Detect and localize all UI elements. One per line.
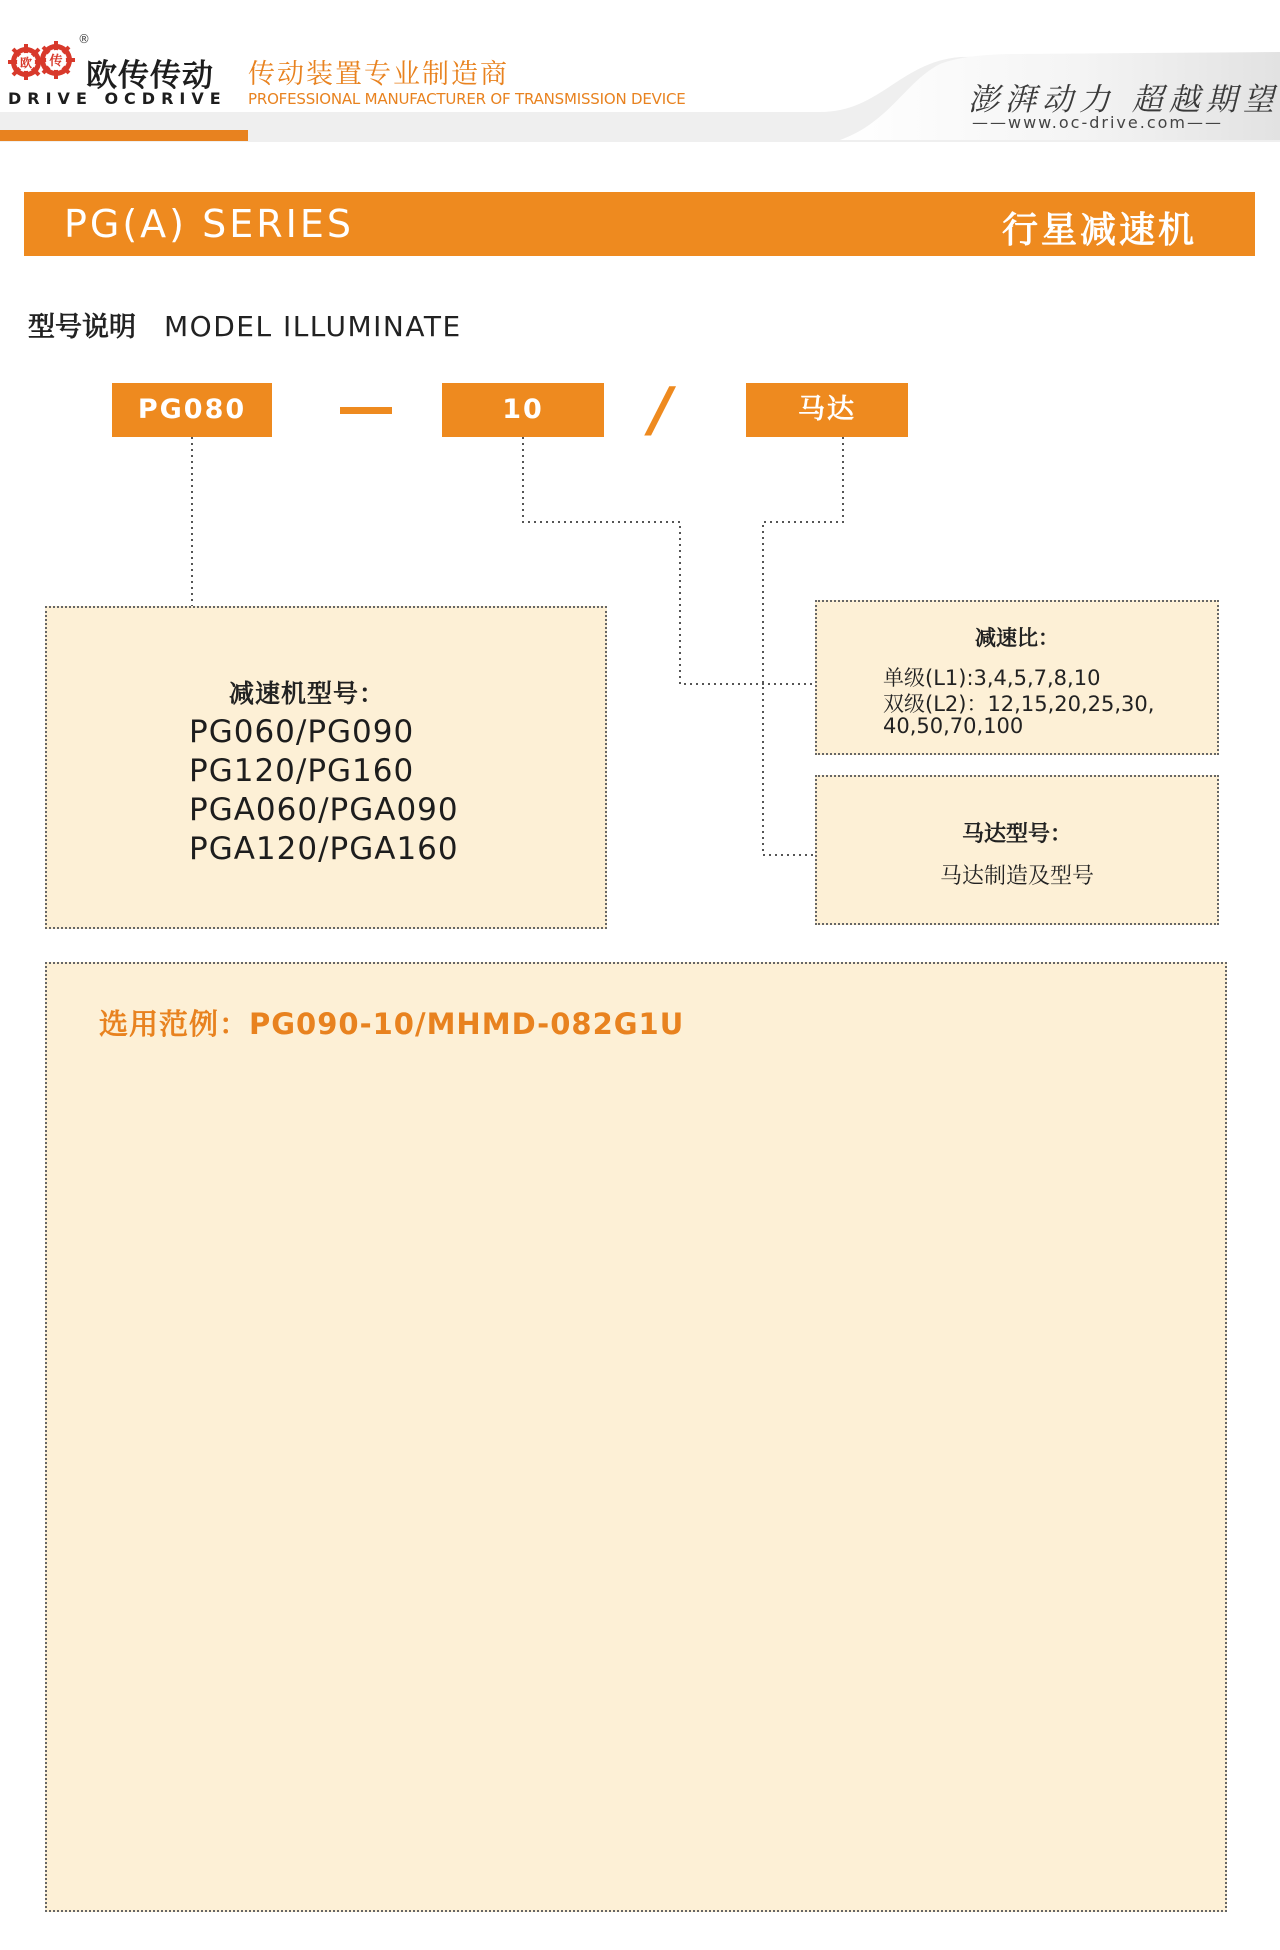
ratio-info-box	[815, 600, 1219, 755]
example-text: 选用范例：PG090-10/MHMD-082G1U	[99, 1007, 685, 1041]
code-slash-separator: /	[650, 375, 672, 445]
motor-info-desc: 马达制造及型号	[939, 864, 1094, 889]
motor-info-title: 马达型号：	[961, 822, 1072, 847]
ratio-info-line: 双级(L2)：12,15,20,25,30,	[883, 692, 1155, 716]
example-box	[45, 962, 1227, 1912]
brand-name-cn: 欧传传动	[86, 58, 214, 94]
tagline-cn: 传动装置专业制造商	[248, 59, 509, 90]
series-title-cn: 行星减速机	[1001, 210, 1197, 251]
series-title: PG(A) SERIES	[64, 202, 354, 246]
page-header	[0, 0, 1280, 142]
slogan: 澎湃动力 超越期望	[968, 82, 1280, 118]
section-heading-cn: 型号说明	[28, 312, 136, 343]
model-list-line: PG120/PG160	[189, 753, 415, 789]
model-list-line: PG060/PG090	[189, 714, 415, 750]
brand-name-en: DRIVE OCDRIVE	[8, 89, 227, 108]
tagline-en: PROFESSIONAL MANUFACTURER OF TRANSMISSION DEVICE	[248, 90, 686, 108]
motor-info-box	[815, 775, 1219, 925]
ratio-info-line: 40,50,70,100	[883, 714, 1024, 738]
series-banner	[24, 192, 1255, 256]
model-list-box	[45, 606, 607, 929]
header-accent-bar	[0, 130, 248, 141]
ratio-info-title: 减速比：	[975, 626, 1059, 650]
registered-mark: ®	[78, 32, 90, 46]
code-motor-box: 马达	[746, 383, 908, 437]
logo-glyph-left: 欧	[19, 56, 33, 70]
code-dash-separator	[340, 407, 392, 414]
section-heading	[28, 305, 462, 344]
model-list-line: PGA060/PGA090	[189, 792, 459, 828]
ratio-info-line: 单级(L1):3,4,5,7,8,10	[883, 666, 1101, 690]
website-url: ——www.oc-drive.com——	[972, 113, 1223, 132]
model-list-line: PGA120/PGA160	[189, 831, 459, 867]
code-model-box: PG080	[112, 383, 272, 437]
code-ratio-box: 10	[442, 383, 604, 437]
logo-glyph-right: 传	[49, 54, 63, 69]
section-heading-en: MODEL ILLUMINATE	[164, 310, 462, 343]
model-list-title: 减速机型号：	[229, 679, 386, 708]
